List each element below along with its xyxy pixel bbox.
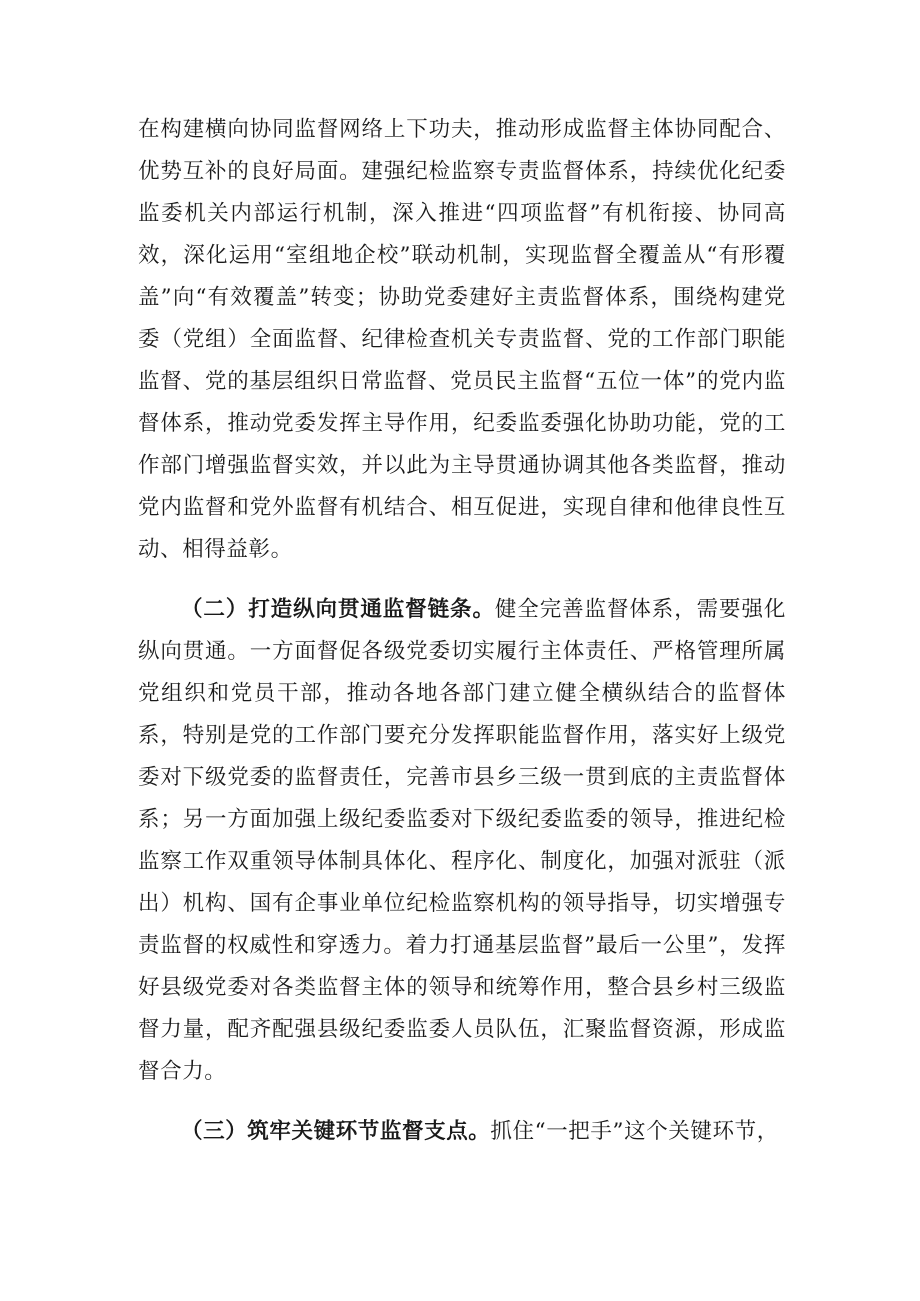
paragraph-key-links-supervision xyxy=(138,1111,786,1153)
paragraph-vertical-supervision xyxy=(138,589,786,1093)
paragraph-text: 健全完善监督体系，需要强化纵向贯通。一方面督促各级党委切实履行主体责任、严格管理所属党组织和党员干部，推动各地各部门建立健全横纵结合的监督体系，特别是党的工作部门要充分发挥职能监督作用，落实好上级党委对下级党委的监督责任，完善市县乡三级一贯到底的主责监督体系；另一方面加强上级纪委监委对下级纪委监委的领导，推进纪检监察工作双重领导体制具体化、程序化、制度化，加强对派驻（派出）机构、国有企事业单位纪检监察机构的领导指导，切实增强专责监督的权威性和穿透力。着力打通基层监督”最后一公里”，发挥好县级党委对各类监督主体的领导和统筹作用，整合县乡村三级监督力量，配齐配强县级纪委监委人员队伍，汇聚监督资源，形成监督合力。 xyxy=(138,597,786,1084)
section-heading-3: （三）筑牢关键环节监督支点。 xyxy=(181,1119,491,1144)
paragraph-text: 在构建横向协同监督网络上下功夫，推动形成监督主体协同配合、优势互补的良好局面。建强纪检监察专责监督体系，持续优化纪委监委机关内部运行机制，深入推进“四项监督”有机衔接、协同高效，深化运用“室组地企校”联动机制，实现监督全覆盖从“有形覆盖”向“有效覆盖”转变；协助党委建好主责监督体系，围绕构建党委（党组）全面监督、纪律检查机关专责监督、党的工作部门职能监督、党的基层组织日常监督、党员民主监督“五位一体”的党内监督体系，推动党委发挥主导作用，纪委监委强化协助功能，党的工作部门增强监督实效，并以此为主导贯通协调其他各类监督，推动党内监督和党外监督有机结合、相互促进，实现自律和他律良性互动、相得益彰。 xyxy=(138,117,786,562)
paragraph-horizontal-supervision xyxy=(138,109,786,571)
paragraph-text: 抓住“一把手”这个关键环节， xyxy=(490,1119,779,1144)
section-heading-2: （二）打造纵向贯通监督链条。 xyxy=(181,597,495,622)
document-body xyxy=(138,109,786,1153)
